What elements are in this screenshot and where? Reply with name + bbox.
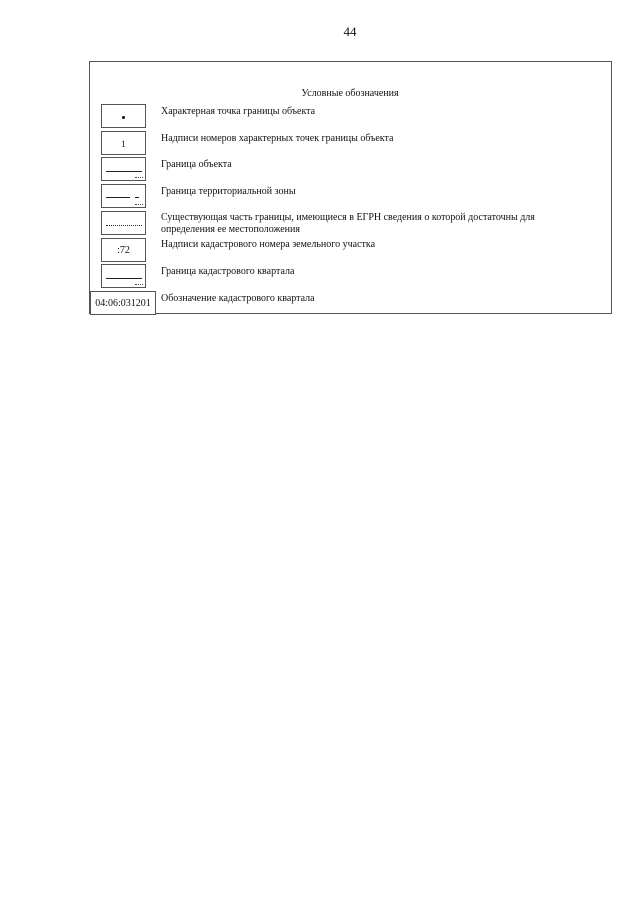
legend-symbol-zone-boundary: [101, 184, 146, 208]
dotted-line-icon: [106, 225, 142, 226]
quarter-designation-label: 04:06:031201: [95, 298, 151, 309]
corner-dots-icon: [135, 284, 143, 285]
legend-table: [89, 61, 612, 314]
legend-symbol-cadastral-number: [101, 238, 146, 262]
solid-line-icon: [106, 278, 142, 279]
legend-title: Условные обозначения: [301, 88, 399, 99]
legend-description: Граница объекта: [161, 159, 232, 170]
legend-symbol-existing-boundary: [101, 211, 146, 235]
legend-symbol-point: [101, 104, 146, 128]
legend-symbol-object-boundary: [101, 157, 146, 181]
legend-symbol-number: [101, 131, 146, 155]
solid-segment-icon: [106, 197, 130, 198]
legend-description: Граница кадастрового квартала: [161, 266, 295, 277]
legend-description: Надписи номеров характерных точек границы объекта: [161, 133, 394, 144]
legend-symbol-quarter-boundary: [101, 264, 146, 288]
legend-description: Существующая часть границы, имеющиеся в ЕГРН сведения о которой достаточны для определения ее местоположения: [161, 212, 535, 235]
legend-symbol-quarter-designation: [90, 291, 156, 315]
point-marker-icon: [122, 116, 125, 119]
corner-dots-icon: [135, 177, 143, 178]
cadastral-number-label: :72: [117, 245, 130, 256]
corner-dots-icon: [135, 204, 143, 205]
page-number: 44: [343, 24, 357, 39]
dash-segment-icon: [135, 197, 139, 198]
legend-description: Обозначение кадастрового квартала: [161, 293, 315, 304]
legend-description: Характерная точка границы объекта: [161, 106, 316, 117]
solid-line-icon: [106, 171, 142, 172]
legend-description: Надписи кадастрового номера земельного участка: [161, 239, 376, 250]
point-number-label: 1: [121, 139, 126, 149]
legend-description: Граница территориальной зоны: [161, 186, 296, 197]
